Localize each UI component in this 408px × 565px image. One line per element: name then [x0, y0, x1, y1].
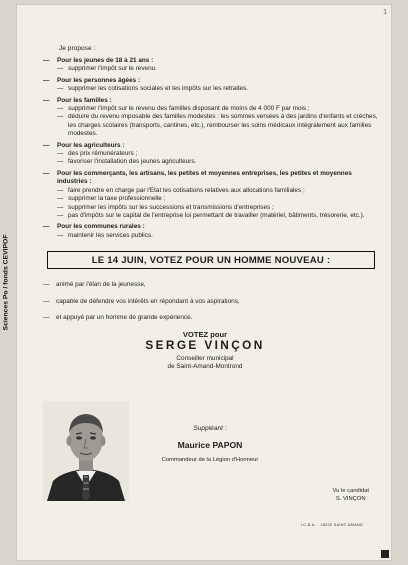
- suppleant-title: Commandeur de la Légion d'Honneur: [161, 457, 259, 463]
- proposal-section-title-text: Pour les commerçants, les artisans, les petites et moyennes entreprises, les petites et moyennes industries :: [57, 169, 352, 186]
- proposal-section-title: [43, 142, 383, 150]
- proposal-section-title: [43, 97, 383, 105]
- dash-bullet: —: [57, 85, 64, 93]
- proposal-item-text: maintenir les services publics.: [68, 231, 153, 239]
- proposal-item: [57, 204, 383, 212]
- proposal-section-title: [43, 77, 383, 85]
- proposal-section: [43, 170, 383, 220]
- dash-bullet: —: [43, 76, 50, 84]
- dash-bullet: —: [57, 150, 64, 158]
- proposal-item: [57, 195, 383, 203]
- quality-item: [43, 314, 240, 322]
- proposal-section: [43, 97, 383, 139]
- proposal-section: [43, 77, 383, 94]
- proposal-item-text: favoriser l'installation des jeunes agriculteurs.: [68, 158, 197, 166]
- archive-label-text: Sciences Po / fonds CEVIPOF: [2, 234, 10, 331]
- quality-item-text: animé par l'élan de la jeunesse,: [56, 281, 146, 288]
- intro-text: Je propose :: [59, 45, 96, 52]
- proposal-section-title: [43, 170, 383, 187]
- proposal-item: [57, 65, 383, 73]
- dash-bullet: —: [43, 297, 50, 305]
- dash-bullet: —: [43, 281, 50, 288]
- proposal-items: [43, 232, 383, 240]
- proposal-item: [57, 105, 383, 113]
- printer-imprint: I.C.B.A. - 18200 SAINT-AMAND: [300, 523, 363, 527]
- dash-bullet: —: [57, 186, 64, 194]
- dash-bullet: —: [57, 211, 64, 219]
- proposal-item: [57, 158, 383, 166]
- candidate-qualities-list: [43, 281, 240, 331]
- proposal-items: [43, 85, 383, 93]
- proposal-section: [43, 223, 383, 240]
- proposal-item-text: déduire du revenu imposable des familles modestes : les sommes versées à des jardins d'enfants et crèches, les charges scolaires (transports, cantines, etc.), rembourser les soins médicaux intégralement aux familles modestes.: [68, 113, 378, 138]
- suppleant-name: Maurice PAPON: [177, 440, 243, 450]
- proposal-section-title: [43, 57, 383, 65]
- proposal-items: [43, 150, 383, 167]
- proposal-section-title-text: Pour les jeunes de 18 à 21 ans :: [57, 57, 154, 64]
- dash-bullet: —: [57, 65, 64, 73]
- proposal-section: [43, 57, 383, 74]
- dash-bullet: —: [43, 141, 50, 149]
- vote-for-label: VOTEZ pour: [182, 330, 228, 339]
- corner-tab: [381, 550, 389, 558]
- leaflet-page: [16, 4, 392, 561]
- archive-side-label: [0, 0, 12, 565]
- candidate-name: SERGE VINÇON: [145, 338, 265, 352]
- proposal-section-title-text: Pour les familles :: [57, 96, 112, 104]
- proposal-item-text: supprimer les cotisations sociales et les impôts sur les retraites.: [68, 85, 249, 93]
- proposal-item-text: supprimer l'impôt sur le revenu des familles disposant de moins de 4 000 F par mois ;: [68, 105, 310, 113]
- dash-bullet: —: [57, 203, 64, 211]
- dash-bullet: —: [57, 105, 64, 113]
- proposal-item-text: supprimer l'impôt sur le revenu.: [68, 65, 157, 73]
- proposals-list: [43, 57, 383, 243]
- dash-bullet: —: [43, 57, 50, 64]
- corner-page-mark: 1: [383, 9, 387, 16]
- proposal-item-text: supprimer la taxe professionnelle ;: [68, 195, 166, 203]
- quality-item: [43, 298, 240, 306]
- proposal-item: [57, 85, 383, 93]
- proposal-items: [43, 65, 383, 73]
- dash-bullet: —: [43, 223, 50, 231]
- vote-banner: [47, 251, 375, 269]
- proposal-section-title-text: Pour les personnes âgées :: [57, 76, 141, 84]
- candidate-role-line2: de Saint-Amand-Montrond: [167, 363, 243, 370]
- proposal-item: [57, 150, 383, 158]
- proposal-items: [43, 105, 383, 139]
- proposal-item-text: supprimer les impôts sur les successions et transmissions d'entreprises ;: [68, 203, 274, 211]
- proposal-items: [43, 187, 383, 221]
- proposal-item-text: pas d'impôts sur le capital de l'entreprise lui permettant de travailler (matériel, bâtiments, trésorerie, etc.).: [68, 211, 365, 219]
- dash-bullet: —: [57, 158, 64, 166]
- dash-bullet: —: [57, 195, 64, 203]
- proposal-item: [57, 187, 383, 195]
- suppleant-label: Suppléant :: [193, 425, 227, 432]
- proposal-item-text: des prix rémunérateurs ;: [68, 150, 138, 158]
- quality-item-text: capable de défendre vos intérêts en répondant à vos aspirations,: [56, 297, 240, 305]
- vu-line1: Vu le candidat: [332, 488, 369, 494]
- dash-bullet: —: [43, 169, 50, 177]
- dash-bullet: —: [57, 113, 64, 121]
- proposal-item: [57, 113, 383, 138]
- candidate-role-line1: Conseiller municipal: [176, 355, 234, 362]
- proposal-section-title-text: Pour les communes rurales :: [57, 223, 145, 231]
- proposal-item-text: faire prendre en charge par l'Etat les cotisations relatives aux allocations familiales ;: [68, 186, 305, 194]
- candidate-role: [17, 355, 393, 371]
- proposal-section-title: [43, 223, 383, 231]
- dash-bullet: —: [43, 96, 50, 104]
- proposal-section-title-text: Pour les agriculteurs :: [57, 141, 125, 149]
- vu-line2: S. VINÇON: [335, 495, 366, 502]
- vu-le-candidat: [332, 488, 369, 503]
- quality-item-text: et appuyé par un homme de grande expérience.: [56, 314, 193, 321]
- dash-bullet: —: [43, 314, 50, 321]
- portrait-illustration: [43, 401, 129, 501]
- quality-item: [43, 281, 240, 289]
- proposal-item: [57, 232, 383, 240]
- proposal-item: [57, 212, 383, 220]
- suppleant-portrait-photo: [43, 401, 129, 501]
- proposal-section: [43, 142, 383, 167]
- dash-bullet: —: [57, 231, 64, 239]
- vote-banner-text: LE 14 JUIN, VOTEZ POUR UN HOMME NOUVEAU :: [91, 254, 331, 266]
